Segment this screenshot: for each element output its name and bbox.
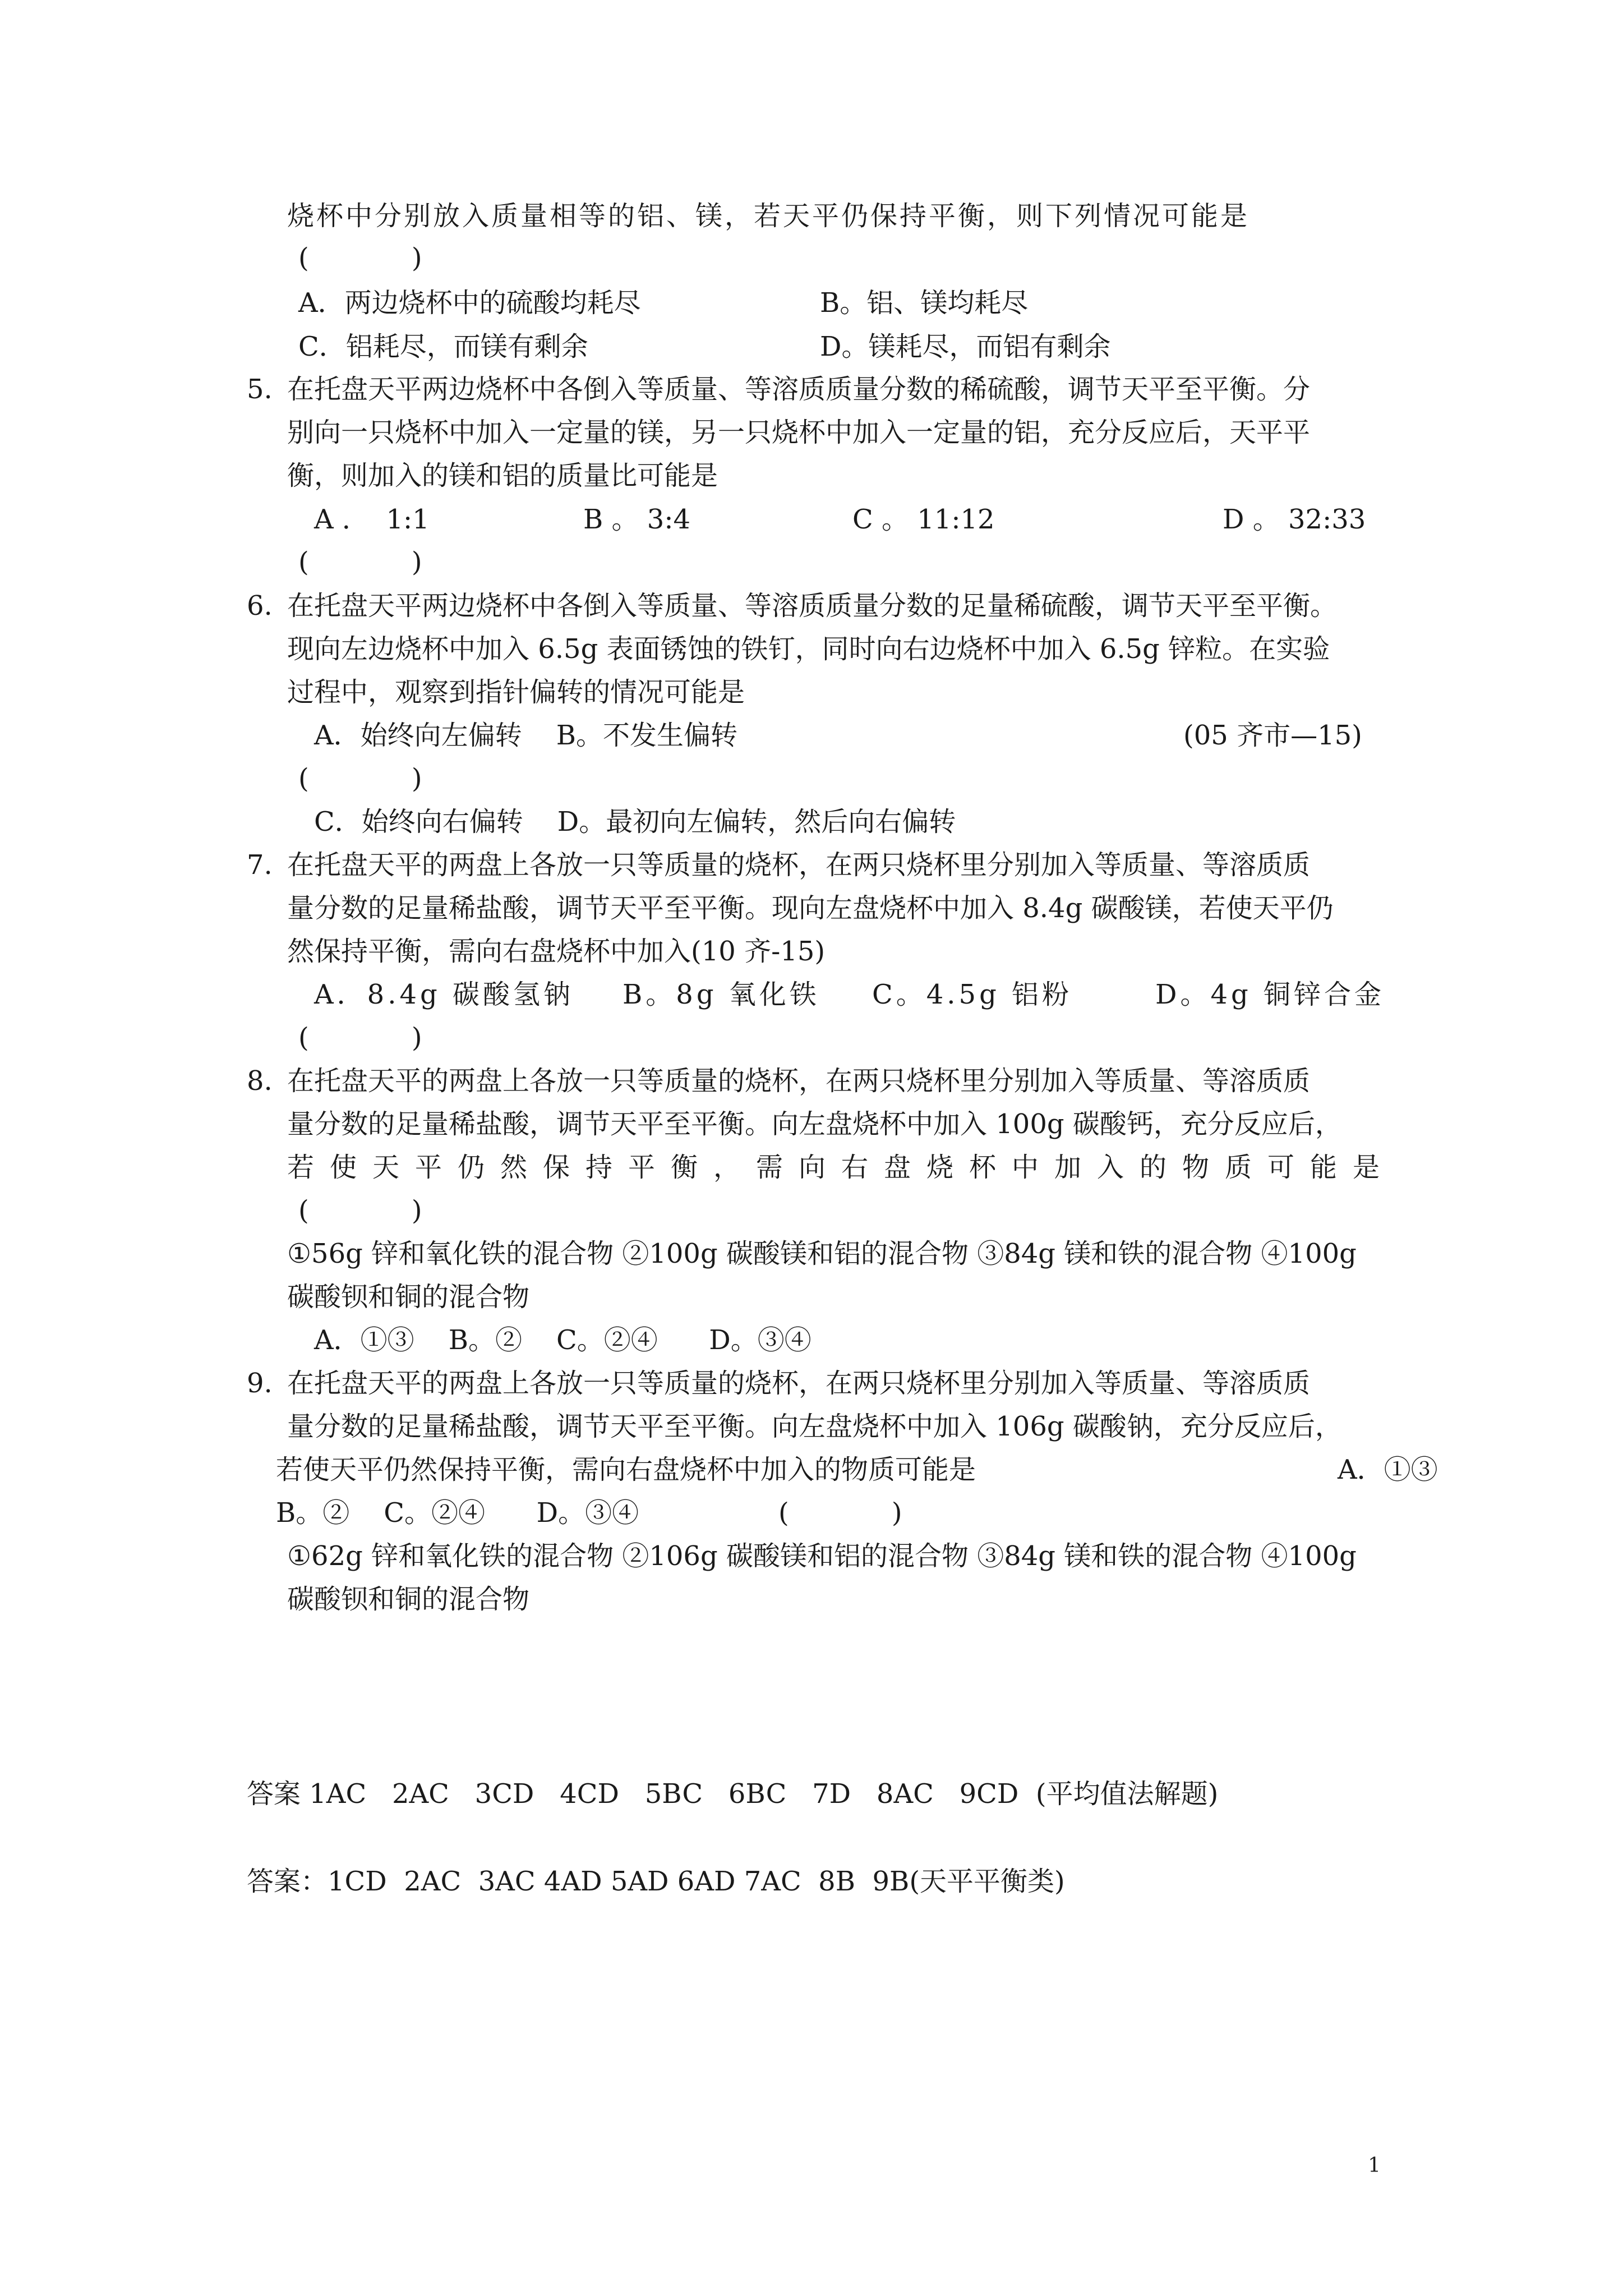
q8-options: A．①③ B。② C。②④ D。③④ bbox=[314, 1324, 811, 1356]
q7-stem-line-1: 在托盘天平的两盘上各放一只等质量的烧杯，在两只烧杯里分别加入等质量、等溶质质 bbox=[287, 849, 1311, 881]
q6-stem-line-1: 在托盘天平两边烧杯中各倒入等质量、等溶质质量分数的足量稀硫酸，调节天平至平衡。 bbox=[287, 590, 1338, 622]
answer-key-line-1: 答案 1AC 2AC 3CD 4CD 5BC 6BC 7D 8AC 9CD (平均值法解题) bbox=[247, 1778, 1219, 1810]
q8-stem-line-1: 在托盘天平的两盘上各放一只等质量的烧杯，在两只烧杯里分别加入等质量、等溶质质 bbox=[287, 1065, 1311, 1097]
q7-stem-line-3: 然保持平衡，需向右盘烧杯中加入(10 齐-15) bbox=[287, 936, 826, 967]
q9-stem-line-1: 在托盘天平的两盘上各放一只等质量的烧杯，在两只烧杯里分别加入等质量、等溶质质 bbox=[287, 1368, 1311, 1399]
q7-option-a: A．8.4g 碳酸氢钠 bbox=[314, 979, 574, 1010]
q9-number: 9. bbox=[247, 1368, 273, 1399]
q5-option-a: A ． 1:1 bbox=[314, 504, 430, 535]
q4-option-b: B。铝、镁均耗尽 bbox=[820, 287, 1029, 319]
q9-choices-line-1: ①62g 锌和氧化铁的混合物 ②106g 碳酸镁和铝的混合物 ③84g 镁和铁的混合物 ④100g bbox=[287, 1540, 1357, 1572]
q6-stem-line-2: 现向左边烧杯中加入 6.5g 表面锈蚀的铁钉，同时向右边烧杯中加入 6.5g 锌粒。在实验 bbox=[287, 633, 1330, 665]
q6-stem-line-3: 过程中，观察到指针偏转的情况可能是 bbox=[287, 677, 745, 708]
q8-choices-line-1: ①56g 锌和氧化铁的混合物 ②100g 碳酸镁和铝的混合物 ③84g 镁和铁的混合物 ④100g bbox=[287, 1238, 1357, 1269]
q6-answer-paren: ( ) bbox=[298, 763, 422, 794]
answer-key-line-2: 答案：1CD 2AC 3AC 4AD 5AD 6AD 7AC 8B 9B(天平平衡类) bbox=[247, 1866, 1065, 1897]
q6-options-ab: A．始终向左偏转 B。不发生偏转 bbox=[314, 720, 737, 751]
page-number: 1 bbox=[1368, 2154, 1381, 2177]
q9-stem-line-3: 若使天平仍然保持平衡，需向右盘烧杯中加入的物质可能是 bbox=[276, 1454, 976, 1485]
q6-number: 6. bbox=[247, 590, 273, 622]
q5-option-b: B 。 3:4 bbox=[583, 504, 691, 535]
q5-stem-line-1: 在托盘天平两边烧杯中各倒入等质量、等溶质质量分数的稀硫酸，调节天平至平衡。分 bbox=[287, 374, 1311, 405]
q7-option-d: D。4g 铜锌合金 bbox=[1155, 979, 1385, 1010]
q9-option-a: A．①③ bbox=[1338, 1454, 1438, 1485]
q4-option-a: A．两边烧杯中的硫酸均耗尽 bbox=[298, 287, 641, 319]
q5-option-c: C 。 11:12 bbox=[852, 504, 995, 535]
q8-choices-line-2: 碳酸钡和铜的混合物 bbox=[287, 1281, 530, 1313]
q9-stem-line-2: 量分数的足量稀盐酸，调节天平至平衡。向左盘烧杯中加入 106g 碳酸钠，充分反应后， bbox=[287, 1411, 1342, 1442]
q4-stem-line: 烧杯中分别放入质量相等的铝、镁，若天平仍保持平衡，则下列情况可能是 bbox=[287, 200, 1250, 232]
q4-option-c: C．铝耗尽，而镁有剩余 bbox=[298, 331, 588, 362]
q7-option-b: B。8g 氧化铁 bbox=[623, 979, 820, 1010]
q8-stem-line-2: 量分数的足量稀盐酸，调节天平至平衡。向左盘烧杯中加入 100g 碳酸钙，充分反应后， bbox=[287, 1108, 1342, 1140]
q9-options-rest: B。② C。②④ D。③④ bbox=[276, 1497, 639, 1529]
q7-stem-line-2: 量分数的足量稀盐酸，调节天平至平衡。现向左盘烧杯中加入 8.4g 碳酸镁，若使天平仍 bbox=[287, 892, 1334, 924]
q9-choices-line-2: 碳酸钡和铜的混合物 bbox=[287, 1584, 530, 1615]
q5-option-d: D 。 32:33 bbox=[1223, 504, 1366, 535]
q9-answer-paren: ( ) bbox=[778, 1497, 902, 1529]
q8-stem-line-3: 若使天平仍然保持平衡，需向右盘烧杯中加入的物质可能是 bbox=[287, 1152, 1396, 1183]
q4-answer-paren: ( ) bbox=[298, 242, 422, 274]
q7-answer-paren: ( ) bbox=[298, 1022, 422, 1053]
q5-number: 5. bbox=[247, 374, 273, 405]
q7-number: 7. bbox=[247, 849, 273, 881]
q6-options-cd: C．始终向右偏转 D。最初向左偏转，然后向右偏转 bbox=[314, 806, 956, 838]
q8-number: 8. bbox=[247, 1065, 273, 1097]
q4-option-d: D。镁耗尽，而铝有剩余 bbox=[820, 331, 1111, 362]
q8-answer-paren: ( ) bbox=[298, 1195, 422, 1226]
q6-source-tag: (05 齐市—15) bbox=[1183, 720, 1362, 751]
q5-stem-line-2: 别向一只烧杯中加入一定量的镁，另一只烧杯中加入一定量的铝，充分反应后，天平平 bbox=[287, 417, 1311, 448]
q5-stem-line-3: 衡，则加入的镁和铝的质量比可能是 bbox=[287, 460, 718, 491]
q7-option-c: C。4.5g 铝粉 bbox=[872, 979, 1073, 1010]
q5-answer-paren: ( ) bbox=[298, 546, 422, 578]
